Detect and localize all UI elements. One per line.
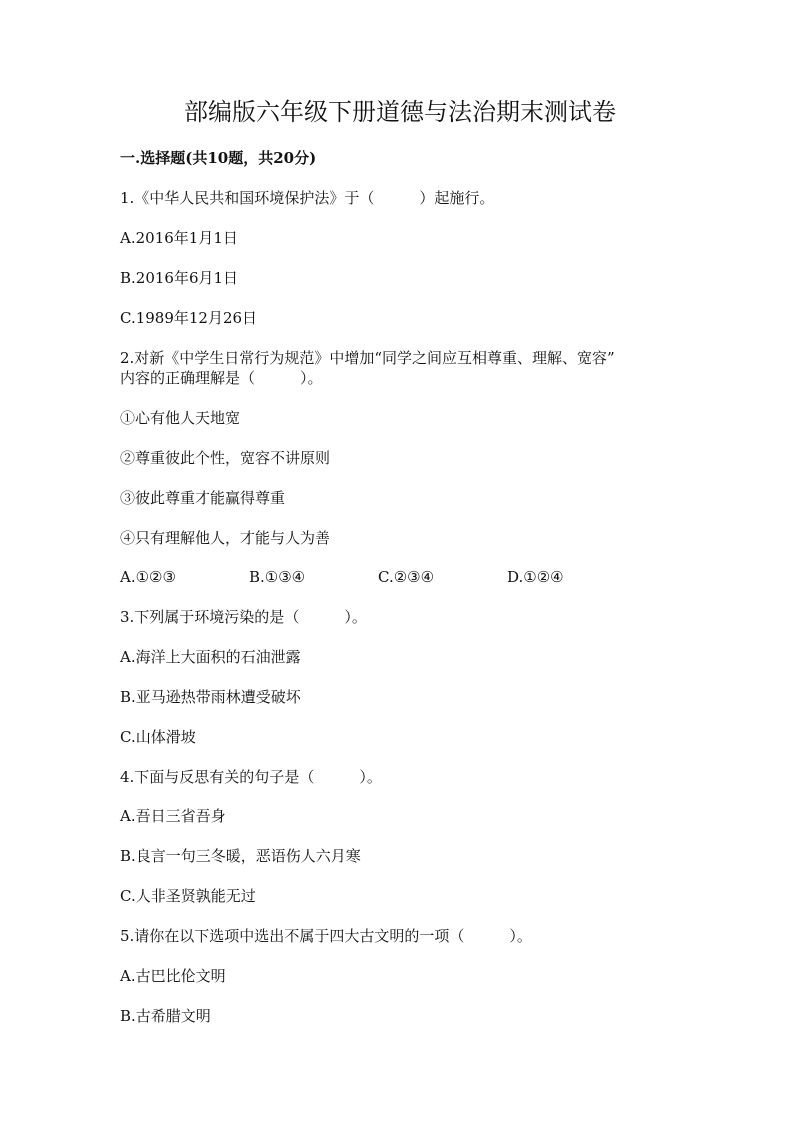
question-1-option-c: C.1989年12月26日 (120, 309, 258, 327)
question-4-option-c: C.人非圣贤孰能无过 (120, 887, 256, 905)
question-2-statement-2: ②尊重彼此个性，宽容不讲原则 (120, 449, 331, 467)
question-4-stem: 4.下面与反思有关的句子是（ ）。 (120, 768, 382, 786)
question-1-option-a: A.2016年1月1日 (120, 229, 238, 247)
question-3-stem: 3.下列属于环境污染的是（ ）。 (120, 608, 367, 626)
question-2-stem-line-1: 2.对新《中学生日常行为规范》中增加“同学之间应互相尊重、理解、宽容” (120, 349, 615, 367)
question-3-option-b: B.亚马逊热带雨林遭受破坏 (120, 688, 301, 706)
question-3-option-c: C.山体滑坡 (120, 728, 196, 746)
question-1-stem: 1.《中华人民共和国环境保护法》于（ ）起施行。 (120, 189, 495, 207)
question-2-statement-4: ④只有理解他人，才能与人为善 (120, 529, 331, 547)
question-5-option-b: B.古希腊文明 (120, 1007, 211, 1025)
question-2-option-b: B.①③④ (249, 568, 306, 586)
page-title: 部编版六年级下册道德与法治期末测试卷 (184, 98, 616, 126)
question-3-option-a: A.海洋上大面积的石油泄露 (120, 648, 301, 666)
question-2-stem-line-2: 内容的正确理解是（ ）。 (120, 369, 323, 387)
question-4-option-b: B.良言一句三冬暖，恶语伤人六月寒 (120, 847, 361, 865)
question-2-statement-3: ③彼此尊重才能赢得尊重 (120, 489, 286, 507)
question-2-option-a: A.①②③ (120, 568, 176, 586)
section-heading: 一.选择题(共10题，共20分) (120, 149, 317, 167)
question-2-option-d: D.①②④ (507, 568, 564, 586)
question-5-option-a: A.古巴比伦文明 (120, 967, 226, 985)
question-2-option-c: C.②③④ (378, 568, 435, 586)
question-5-stem: 5.请你在以下选项中选出不属于四大古文明的一项（ ）。 (120, 927, 532, 945)
question-4-option-a: A.吾日三省吾身 (120, 807, 226, 825)
question-1-option-b: B.2016年6月1日 (120, 269, 239, 287)
question-2-statement-1: ①心有他人天地宽 (120, 409, 241, 427)
